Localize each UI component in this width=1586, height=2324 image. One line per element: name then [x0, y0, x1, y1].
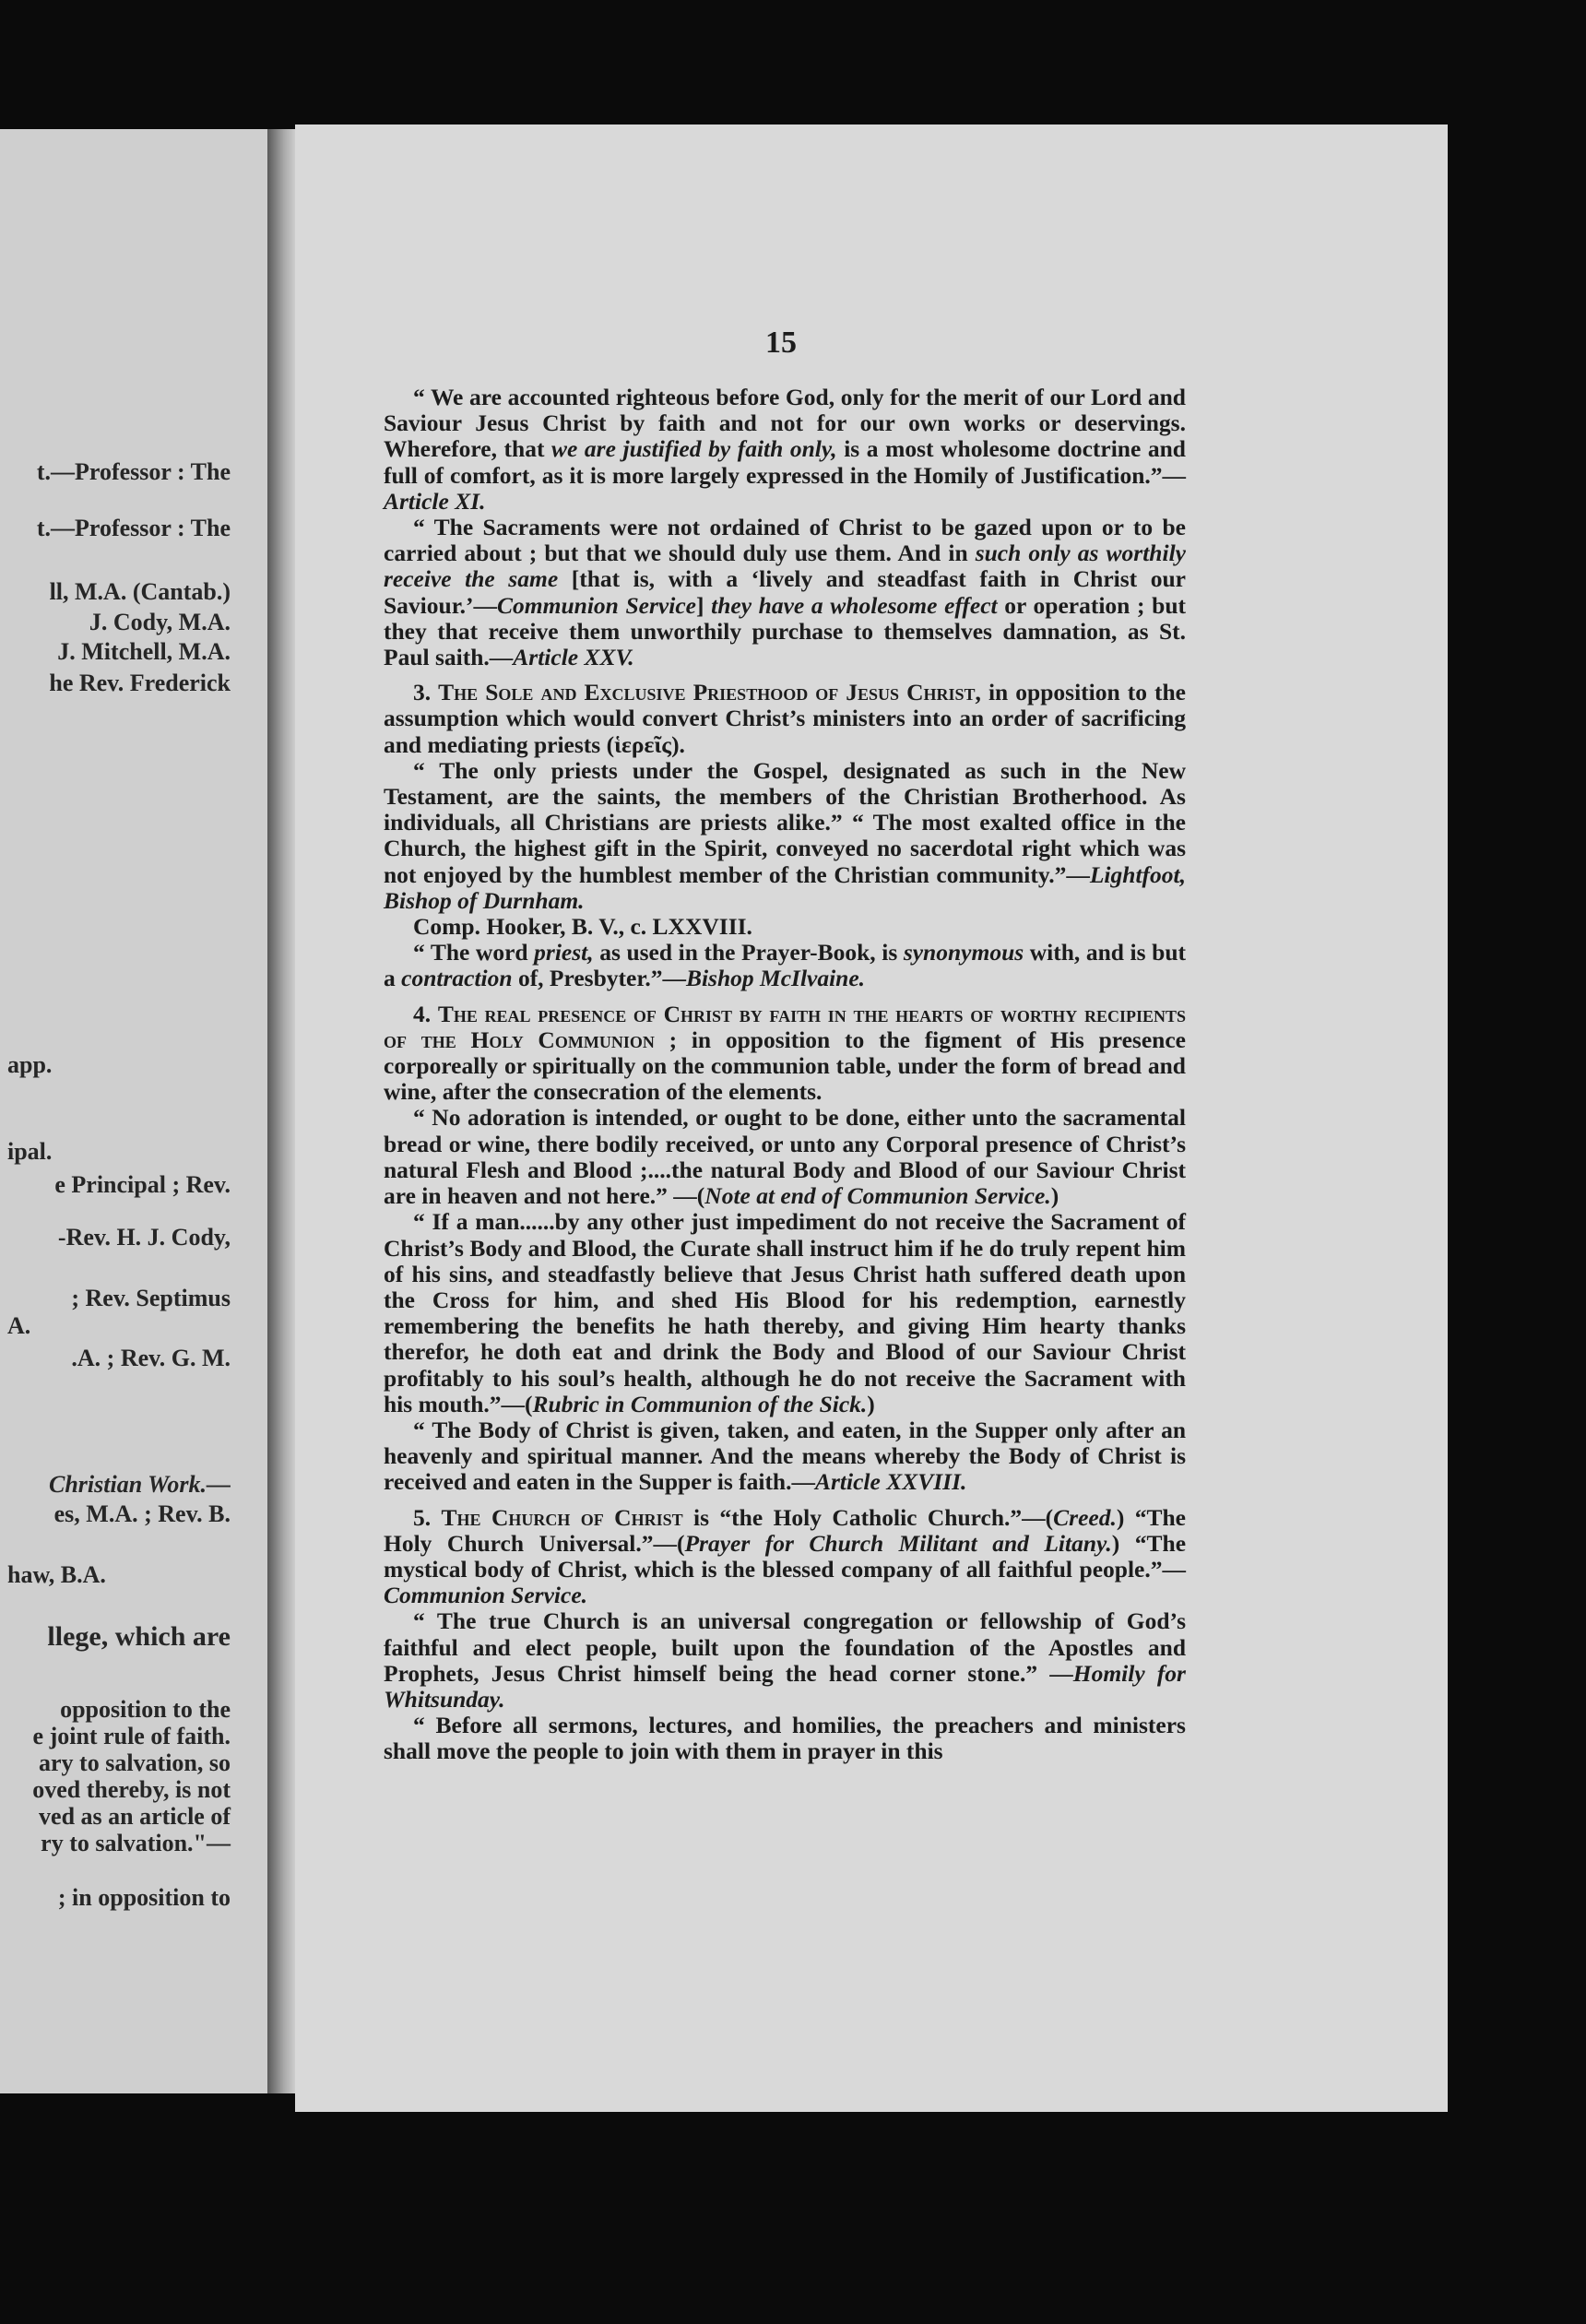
- page-number: 15: [765, 326, 797, 360]
- left-text-line: J. Mitchell, M.A.: [57, 638, 231, 665]
- section-3-heading: 3. The Sole and Exclusive Priesthood of Jesus Christ, in opposition to the assumption which would convert Christ’s ministers into an order of sacrificing and mediating priests (ἱερεῖς).: [384, 679, 1186, 758]
- paragraph: “ The word priest, as used in the Prayer-Book, is synonymous with, and is but a contraction of, Presbyter.”—Bishop McIlvaine.: [384, 939, 1186, 992]
- paragraph: “ If a man......by any other just impediment do not receive the Sacrament of Christ’s Body and Blood, the Curate shall instruct him if he do truly repent him of his sins, and steadfastly believe that Jesus Christ hath suffered death upon the Cross for him, and shed His Blood for his redemption, earnestly remembering the benefits he hath thereby, and giving Him hearty thanks therefor, he doth eat and drink the Body and Blood of our Saviour Christ profitably to his soul’s health, although he do not receive the Sacrament with his mouth.”—(Rubric in Communion of the Sick.): [384, 1208, 1186, 1417]
- left-text-line: ; Rev. Septimus: [71, 1285, 231, 1311]
- left-page-fragment: [0, 129, 267, 2093]
- left-text-line: A.: [7, 1312, 31, 1339]
- left-text-line: .A. ; Rev. G. M.: [71, 1345, 231, 1371]
- left-text-line: t.—Professor : The: [36, 515, 231, 541]
- left-text-line: llege, which are: [47, 1621, 231, 1652]
- left-text-line: haw, B.A.: [7, 1561, 106, 1588]
- left-text-line: opposition to the: [60, 1696, 231, 1723]
- book-gutter: [267, 129, 295, 2093]
- paragraph: “ The true Church is an universal congregation or fellowship of God’s faithful and elect people, built upon the foundation of the Apostles and Prophets, Jesus Christ himself being the head corner stone.” —Homily for Whitsunday.: [384, 1607, 1186, 1713]
- left-text-line: e joint rule of faith.: [32, 1723, 231, 1749]
- left-text-line: Christian Work.—: [48, 1471, 231, 1498]
- right-page: [295, 125, 1448, 2112]
- left-text-line: t.—Professor : The: [36, 458, 231, 485]
- left-text-line: ved as an article of: [39, 1803, 231, 1830]
- paragraph: “ The only priests under the Gospel, designated as such in the New Testament, are the saints, the members of the Christian Brotherhood. As individuals, all Christians are priests alike.” “ The most exalted office in the Church, the highest gift in the Spirit, conveyed no sacerdotal right which was not enjoyed by the humblest member of the Christian community.”—Lightfoot, Bishop of Durnham.: [384, 756, 1186, 914]
- left-text-line: ary to salvation, so: [39, 1749, 231, 1776]
- left-text-line: -Rev. H. J. Cody,: [57, 1224, 231, 1251]
- section-4-heading: 4. The real presence of Christ by faith in the hearts of worthy recipients of the Holy Communion ; in opposition to the figment of His presence corporeally or spiritually on the communion table, under the form of bread and wine, after the consecration of the elements.: [384, 1000, 1186, 1106]
- left-text-line: oved thereby, is not: [32, 1776, 231, 1803]
- left-text-line: J. Cody, M.A.: [89, 609, 231, 635]
- paragraph: “ The Body of Christ is given, taken, and eaten, in the Supper only after an heavenly and spiritual manner. And the means whereby the Body of Christ is received and eaten in the Supper is faith.—Article XXVIII.: [384, 1416, 1186, 1496]
- paragraph: “ Before all sermons, lectures, and homilies, the preachers and ministers shall move the people to join with them in prayer in this: [384, 1712, 1186, 1765]
- body-text: [384, 385, 1186, 1765]
- left-text-line: he Rev. Frederick: [49, 670, 231, 696]
- paragraph: Comp. Hooker, B. V., c. LXXVIII.: [413, 913, 752, 941]
- left-text-line: ipal.: [7, 1138, 53, 1165]
- left-text-line: e Principal ; Rev.: [54, 1171, 231, 1198]
- paragraph: “ The Sacraments were not ordained of Christ to be gazed upon or to be carried about ; but that we should duly use them. And in such only as worthily receive the same [that is, with a ‘lively and steadfast faith in Christ our Saviour.’—Communion Service] they have a wholesome effect or operation ; but they that receive them unworthily purchase to themselves damnation, as St. Paul saith.—Article XXV.: [384, 514, 1186, 671]
- section-5-heading: 5. The Church of Christ is “the Holy Catholic Church.”—(Creed.) “The Holy Church Universal.”—(Prayer for Church Militant and Litany.) “The mystical body of Christ, which is the blessed company of all faithful people.”—Communion Service.: [384, 1503, 1187, 1609]
- left-text-line: app.: [7, 1051, 53, 1078]
- left-text-line: es, M.A. ; Rev. B.: [53, 1500, 231, 1527]
- paragraph: “ We are accounted righteous before God, only for the merit of our Lord and Saviour Jesus Christ by faith and not for our own works or deservings. Wherefore, that we are justified by faith only, is a most wholesome doctrine and full of comfort, as it is more largely expressed in the Homily of Justification.”—Article XI.: [384, 384, 1186, 515]
- paragraph: “ No adoration is intended, or ought to be done, either unto the sacramental bread or wine, there bodily received, or unto any Corporal presence of Christ’s natural Flesh and Blood ;....the natural Body and Blood of our Saviour Christ are in heaven and not here.” —(Note at end of Communion Service.): [384, 1104, 1186, 1210]
- left-text-line: ll, M.A. (Cantab.): [49, 578, 231, 605]
- left-text-line: ; in opposition to: [57, 1884, 231, 1911]
- left-text-line: ry to salvation."—: [41, 1830, 231, 1856]
